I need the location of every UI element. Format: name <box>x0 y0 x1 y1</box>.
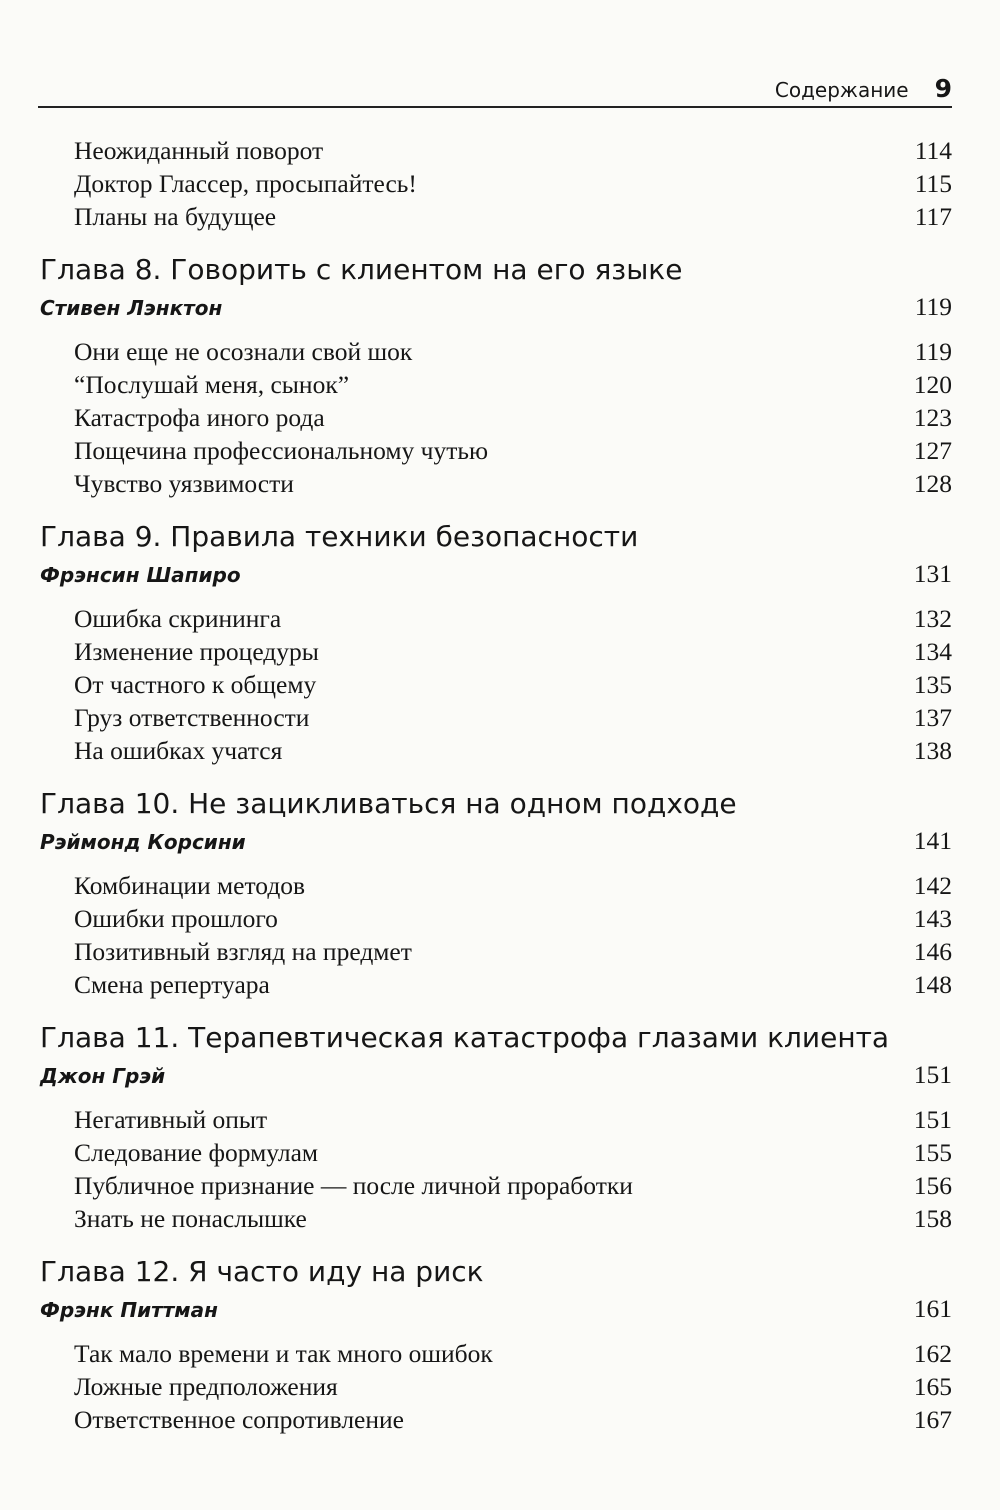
section-title: От частного к общему <box>74 670 317 699</box>
chapter-page-number: 119 <box>914 292 952 321</box>
section-title: Негативный опыт <box>74 1105 268 1134</box>
table-of-contents <box>40 134 952 1436</box>
chapter-page-number: 151 <box>913 1060 952 1089</box>
chapter-title: Глава 10. Не зацикливаться на одном подходе <box>40 787 737 820</box>
section-title: Катастрофа иного рода <box>74 403 325 432</box>
toc-section-row <box>40 1169 952 1202</box>
page-number: 9 <box>934 74 952 103</box>
chapter-author-row <box>40 1292 952 1327</box>
chapter-author: Фрэнсин Шапиро <box>40 563 241 587</box>
chapter-author-row <box>40 1058 952 1093</box>
chapter-title: Глава 12. Я часто иду на риск <box>40 1255 484 1288</box>
section-title: Ошибка скрининга <box>74 604 282 633</box>
section-title: Ложные предположения <box>74 1372 338 1401</box>
section-title: Публичное признание — после личной проработки <box>74 1171 633 1200</box>
chapter-block <box>40 250 952 500</box>
section-title: Груз ответственности <box>74 703 310 732</box>
section-title: Знать не понаслышке <box>74 1204 307 1233</box>
section-page-number: 151 <box>913 1105 952 1134</box>
chapter-block <box>40 517 952 767</box>
section-title: “Послушай меня, сынок” <box>74 370 350 399</box>
toc-section-row <box>40 869 952 902</box>
section-page-number: 127 <box>913 436 952 465</box>
chapter-block <box>40 784 952 1001</box>
section-title: Доктор Глассер, просыпайтесь! <box>74 169 417 198</box>
toc-section-row <box>40 635 952 668</box>
section-page-number: 167 <box>913 1405 952 1434</box>
chapter-title: Глава 8. Говорить с клиентом на его языке <box>40 253 683 286</box>
toc-section-row <box>40 134 952 167</box>
section-page-number: 148 <box>913 970 952 999</box>
toc-section-row <box>40 167 952 200</box>
chapter-author: Джон Грэй <box>40 1064 166 1088</box>
section-page-number: 162 <box>913 1339 952 1368</box>
chapter-page-number: 131 <box>913 559 952 588</box>
chapter-title: Глава 9. Правила техники безопасности <box>40 520 639 553</box>
toc-section-row <box>40 335 952 368</box>
toc-section-row <box>40 935 952 968</box>
chapter-author: Стивен Лэнктон <box>40 296 223 320</box>
section-title: Неожиданный поворот <box>74 136 324 165</box>
section-page-number: 165 <box>913 1372 952 1401</box>
toc-section-row <box>40 200 952 233</box>
toc-section-row <box>40 1136 952 1169</box>
toc-section-row <box>40 1403 952 1436</box>
section-title: Изменение процедуры <box>74 637 319 666</box>
chapter-block <box>40 1018 952 1235</box>
section-page-number: 120 <box>913 370 952 399</box>
section-page-number: 128 <box>913 469 952 498</box>
section-page-number: 146 <box>913 937 952 966</box>
section-page-number: 117 <box>914 202 952 231</box>
section-page-number: 143 <box>913 904 952 933</box>
section-page-number: 158 <box>913 1204 952 1233</box>
chapter-block <box>40 1252 952 1436</box>
section-page-number: 119 <box>914 337 952 366</box>
section-title: Чувство уязвимости <box>74 469 294 498</box>
section-page-number: 137 <box>913 703 952 732</box>
section-page-number: 115 <box>914 169 952 198</box>
section-page-number: 123 <box>913 403 952 432</box>
section-title: Позитивный взгляд на предмет <box>74 937 412 966</box>
section-page-number: 142 <box>913 871 952 900</box>
section-title: Ошибки прошлого <box>74 904 278 933</box>
section-title: Планы на будущее <box>74 202 277 231</box>
section-title: Так мало времени и так много ошибок <box>74 1339 493 1368</box>
toc-section-row <box>40 668 952 701</box>
section-page-number: 138 <box>913 736 952 765</box>
toc-section-row <box>40 602 952 635</box>
section-title: На ошибках учатся <box>74 736 283 765</box>
section-title: Следование формулам <box>74 1138 319 1167</box>
toc-section-row <box>40 902 952 935</box>
section-title: Смена репертуара <box>74 970 270 999</box>
toc-section-row <box>40 434 952 467</box>
section-page-number: 135 <box>913 670 952 699</box>
running-header-title: Содержание <box>774 78 909 102</box>
toc-section-row <box>40 1202 952 1235</box>
toc-section-row <box>40 368 952 401</box>
section-title: Пощечина профессиональному чутью <box>74 436 489 465</box>
section-page-number: 156 <box>913 1171 952 1200</box>
toc-section-row <box>40 1370 952 1403</box>
toc-section-row <box>40 968 952 1001</box>
toc-section-row <box>40 467 952 500</box>
toc-section-row <box>40 734 952 767</box>
running-header <box>38 74 952 108</box>
chapter-author-row <box>40 290 952 325</box>
section-page-number: 134 <box>913 637 952 666</box>
chapter-author: Рэймонд Корсини <box>40 830 246 854</box>
chapter-author: Фрэнк Питтман <box>40 1298 218 1322</box>
chapter-page-number: 161 <box>913 1294 952 1323</box>
chapter-title: Глава 11. Терапевтическая катастрофа глазами клиента <box>40 1021 890 1054</box>
section-page-number: 132 <box>913 604 952 633</box>
section-title: Они еще не осознали свой шок <box>74 337 413 366</box>
toc-section-row <box>40 1103 952 1136</box>
toc-section-row <box>40 701 952 734</box>
chapter-author-row <box>40 824 952 859</box>
section-title: Комбинации методов <box>74 871 306 900</box>
toc-section-row <box>40 401 952 434</box>
chapter-page-number: 141 <box>913 826 952 855</box>
chapter-author-row <box>40 557 952 592</box>
toc-section-row <box>40 1337 952 1370</box>
section-title: Ответственное сопротивление <box>74 1405 404 1434</box>
section-page-number: 155 <box>913 1138 952 1167</box>
section-page-number: 114 <box>914 136 952 165</box>
